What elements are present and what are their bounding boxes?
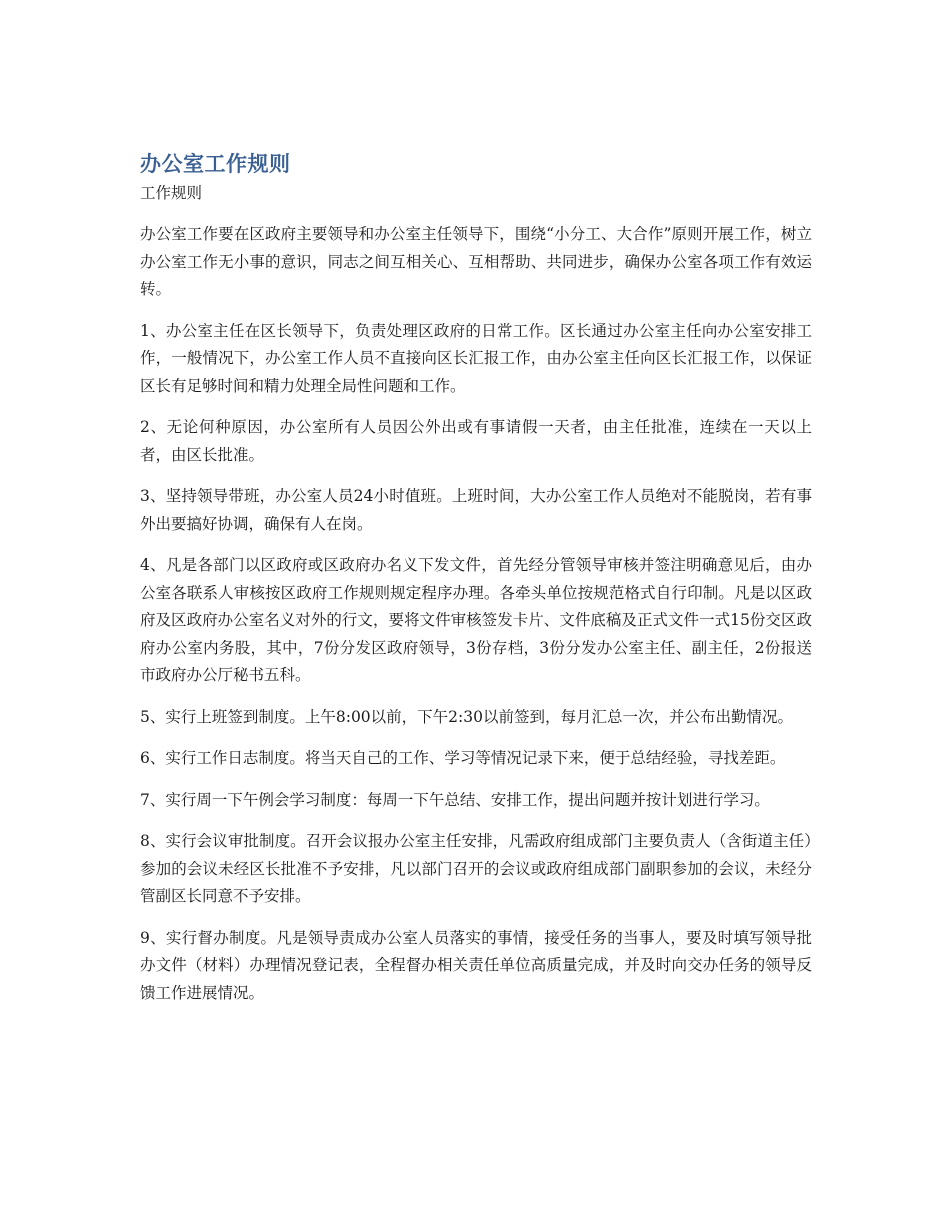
- rule-paragraph-8: 8、实行会议审批制度。召开会议报办公室主任安排，凡需政府组成部门主要负责人（含街道主任）参加的会议未经区长批准不予安排，凡以部门召开的会议或政府组成部门副职参加的会议，未经分管副区长同意不予安排。: [140, 832, 812, 905]
- rule-paragraph-1: 1、办公室主任在区长领导下，负责处理区政府的日常工作。区长通过办公室主任向办公室安排工作，一般情况下，办公室工作人员不直接向区长汇报工作，由办公室主任向区长汇报工作，以保证区长有足够时间和精力处理全局性问题和工作。: [140, 321, 812, 395]
- rule-paragraph-4: 4、凡是各部门以区政府或区政府办名义下发文件，首先经分管领导审核并签注明确意见后，由办公室各联系人审核按区政府工作规则规定程序办理。各牵头单位按规范格式自行印制。凡是以区政府及区政府办公室名义对外的行文，要将文件审核签发卡片、文件底稿及正式文件一式15份交区政府办公室内务股，其中，7份分发区政府领导，3份存档，3份分发办公室主任、副主任，2份报送市政府办公厅秘书五科。: [140, 556, 812, 684]
- document-subtitle: 工作规则: [140, 184, 203, 202]
- document-title: 办公室工作规则: [140, 152, 291, 176]
- rule-paragraph-7: 7、实行周一下午例会学习制度：每周一下午总结、安排工作，提出问题并按计划进行学习。: [140, 790, 770, 809]
- rule-paragraph-9: 9、实行督办制度。凡是领导责成办公室人员落实的事情，接受任务的当事人，要及时填写领导批办文件（材料）办理情况登记表，全程督办相关责任单位高质量完成，并及时向交办任务的领导反馈工作进展情况。: [140, 928, 812, 1002]
- rule-paragraph-5: 5、实行上班签到制度。上午8:00以前，下午2:30以前签到，每月汇总一次，并公布出勤情况。: [140, 707, 793, 726]
- intro-paragraph: 办公室工作要在区政府主要领导和办公室主任领导下，围绕“小分工、大合作”原则开展工作，树立办公室工作无小事的意识，同志之间互相关心、互相帮助、共同进步，确保办公室各项工作有效运转。: [140, 225, 812, 298]
- rule-paragraph-2: 2、无论何种原因，办公室所有人员因公外出或有事请假一天者，由主任批准，连续在一天以上者，由区长批准。: [140, 418, 812, 464]
- rule-paragraph-3: 3、坚持领导带班，办公室人员24小时值班。上班时间，大办公室工作人员绝对不能脱岗，若有事外出要搞好协调，确保有人在岗。: [140, 487, 812, 533]
- document-page: [140, 148, 812, 1021]
- rule-paragraph-6: 6、实行工作日志制度。将当天自己的工作、学习等情况记录下来，便于总结经验，寻找差距。: [140, 749, 786, 767]
